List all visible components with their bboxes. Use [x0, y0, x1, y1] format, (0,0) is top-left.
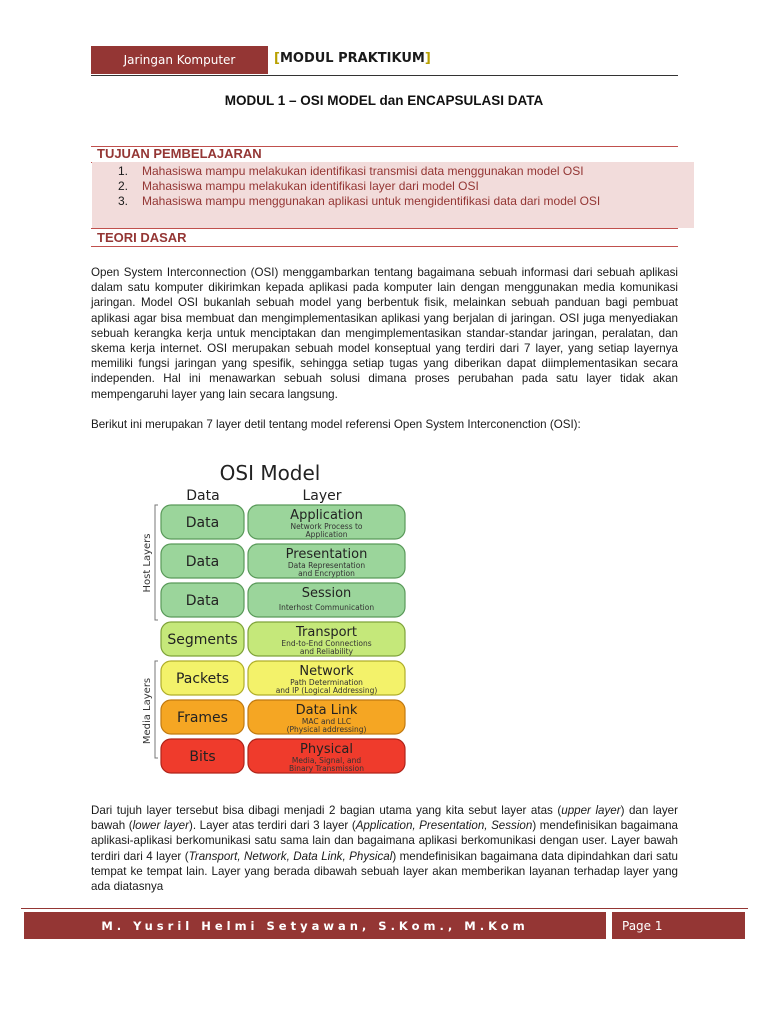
- footer-author: M. Yusril Helmi Setyawan, S.Kom., M.Kom: [24, 912, 606, 939]
- layer-data-label: Frames: [177, 710, 228, 726]
- host-layers-label: Host Layers: [142, 533, 153, 593]
- layer-desc-line1: Interhost Communication: [278, 603, 375, 612]
- closing-text-3: ). Layer atas terdiri dari 3 layer (: [189, 819, 356, 833]
- layer-data-label: Data: [185, 593, 220, 609]
- layer-desc-line2: Application: [305, 530, 348, 539]
- layer-rows: [161, 505, 405, 773]
- header-module-text: MODUL PRAKTIKUM: [279, 51, 425, 66]
- layer-desc-line1: Media, Signal, and: [291, 756, 362, 765]
- header-course: Jaringan Komputer: [91, 46, 268, 74]
- closing-text-5: ) mendefinisikan bagaimana data dipindahkan dari satu tempat ke tempat lain. Layer yang berada dibawah sebuah layer akan memberikan layanan terhadap layer yang ada diatasnya: [91, 849, 679, 894]
- header-bracket-close: ]: [424, 51, 431, 66]
- layer-name-label: Network: [299, 664, 354, 679]
- goal-number: 2.: [118, 179, 129, 193]
- layer-desc-line1: MAC and LLC: [301, 717, 352, 726]
- layer-desc-line2: Binary Transmission: [289, 764, 364, 773]
- header-module-label: [274, 51, 431, 66]
- goal-number: 3.: [118, 194, 129, 208]
- layer-data-label: Segments: [167, 632, 238, 648]
- media-layers-label: Media Layers: [142, 677, 153, 745]
- diagram-title: OSI Model: [219, 461, 321, 485]
- closing-text-2: ) dan layer bawah (: [91, 804, 678, 833]
- theory-heading-rule: [91, 246, 678, 247]
- goal-text: Mahasiswa mampu melakukan identifikasi transmisi data menggunakan model OSI: [142, 164, 584, 178]
- footer-divider: [21, 908, 748, 909]
- layer-name-label: Data Link: [295, 703, 358, 718]
- closing-text-1: Dari tujuh layer tersebut bisa dibagi menjadi 2 bagian utama yang kita sebut layer atas (: [91, 804, 562, 817]
- list-item: [118, 179, 600, 194]
- layer-desc-line2: and Reliability: [299, 647, 354, 656]
- layer-desc-line2: and Encryption: [298, 569, 355, 578]
- diagram-col-data: Data: [186, 488, 220, 504]
- closing-italic-1: upper layer: [561, 804, 621, 817]
- host-bracket: [155, 505, 158, 620]
- layer-desc-line1: Path Determination: [290, 678, 363, 687]
- goals-heading: TUJUAN PEMBELAJARAN: [97, 146, 262, 161]
- layer-data-label: Packets: [175, 671, 230, 687]
- goal-number: 1.: [118, 164, 129, 178]
- theory-heading: TEORI DASAR: [97, 230, 187, 245]
- layer-desc-line2: and IP (Logical Addressing): [275, 686, 378, 695]
- closing-text-4: ) mendefinisikan bagaimana aplikasi-aplikasi berkomunikasi satu sama lain dan bagaimana aplikasi berkomunikasi dengan user. Layer bawah terdiri dari 4 layer (: [91, 819, 678, 863]
- closing-italic-2: lower layer: [132, 819, 189, 833]
- goals-list: [118, 164, 600, 209]
- theory-top-rule: [91, 228, 678, 229]
- media-bracket: [155, 661, 158, 758]
- layer-desc-line1: Network Process to: [290, 522, 363, 531]
- header-divider: [91, 75, 678, 76]
- layer-name-label: Transport: [295, 625, 358, 640]
- layer-name-label: Presentation: [285, 547, 368, 562]
- list-item: [118, 194, 600, 209]
- footer-page-number: Page 1: [612, 912, 745, 939]
- osi-model-diagram: [136, 453, 416, 783]
- closing-paragraph: [91, 803, 678, 894]
- closing-italic-4: Transport, Network, Data Link, Physical: [188, 849, 393, 863]
- layer-desc-line1: Data Representation: [287, 561, 366, 570]
- list-item: [118, 164, 600, 179]
- goal-text: Mahasiswa mampu melakukan identifikasi layer dari model OSI: [142, 179, 479, 193]
- closing-italic-3: Application, Presentation, Session: [355, 819, 533, 833]
- layer-name-label: Application: [290, 508, 363, 523]
- header-bracket-open: [: [274, 51, 280, 66]
- layer-name-label: Physical: [300, 742, 353, 757]
- layers-intro-paragraph: Berikut ini merupakan 7 layer detil tentang model referensi Open System Interconenction (OSI):: [91, 418, 581, 431]
- intro-paragraph: Open System Interconnection (OSI) menggambarkan tentang bagaimana sebuah informasi dari sebuah aplikasi dalam satu komputer dikirimkan kepada aplikasi pada komputer lain dengan menggunakan media komunikasi jaringan. Model OSI bukanlah sebuah model yang berbentuk fisik, melainkan sebuah panduan bagi pembuat aplikasi agar bisa membuat dan mengimplementasikan aplikasi yang berjalan di jaringan. OSI juga menyediakan sebuah kerangka kerja untuk menciptakan dan mengimplementasikan standar-standar jaringan, peralatan, dan skema kerja internet. OSI merupakan sebuah model konseptual yang terdiri dari 7 layer, yang setiap layernya memiliki fungsi jaringan yang spesifik, sehingga setiap tugas yang diberikan dapat diimplementasikan secara independen. Hal ini menawarkan sebuah solusi dimana proses perubahan pada satu layer tidak akan mempengaruhi layer yang lain secara langsung.: [91, 266, 678, 401]
- layer-data-label: Data: [185, 554, 220, 570]
- layer-name-label: Session: [301, 586, 352, 601]
- goal-text: Mahasiswa mampu menggunakan aplikasi untuk mengidentifikasi data dari model OSI: [142, 194, 601, 208]
- layer-desc-line2: (Physical addressing): [286, 725, 367, 734]
- layer-data-label: Bits: [189, 749, 216, 765]
- diagram-col-layer: Layer: [302, 488, 342, 504]
- layer-desc-line1: End-to-End Connections: [281, 639, 372, 648]
- page-title: MODUL 1 – OSI MODEL dan ENCAPSULASI DATA: [224, 93, 544, 108]
- layer-data-label: Data: [185, 515, 220, 531]
